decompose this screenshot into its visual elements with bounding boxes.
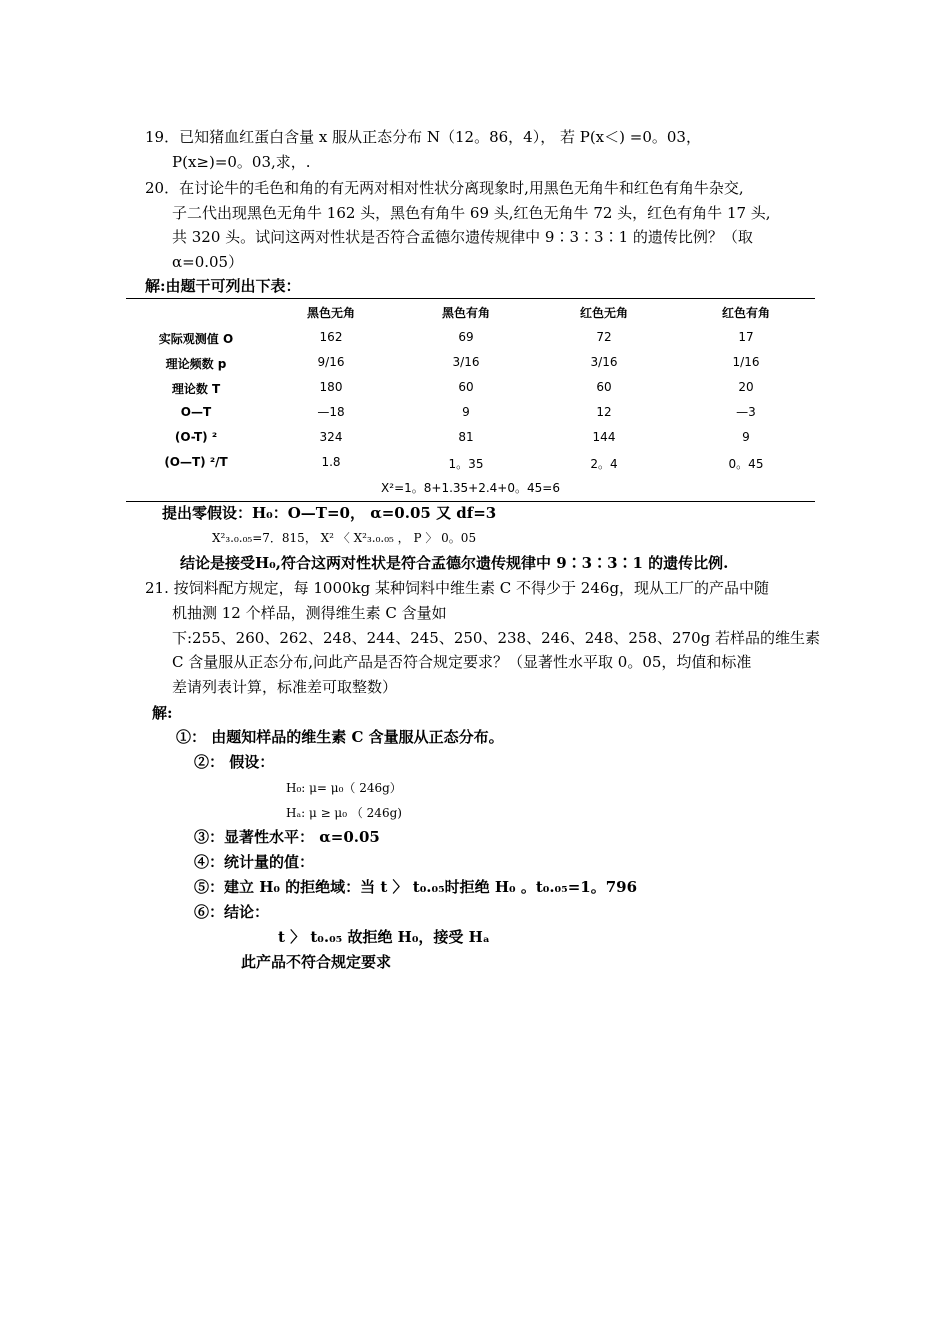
table-row	[126, 352, 815, 377]
table-header-row	[126, 301, 815, 326]
table-cell: 324	[319, 430, 343, 444]
table-cell: 180	[319, 380, 343, 394]
table-cell: O—T	[180, 405, 212, 419]
table-row	[126, 427, 815, 452]
table-cell: 3/16	[590, 355, 618, 369]
q19-line-2: P(x≥)=0。03,求，.	[172, 153, 311, 171]
chi-square-critical-line: X²₃.₀.₀₅=7．815， X² 〈 X²₃.₀.₀₅ ， P 〉 0。05	[212, 531, 477, 545]
q20-line-3: 共 320 头。试问这两对性状是否符合孟德尔遗传规律中 9∶3∶3∶1 的遗传比例？（取	[172, 228, 753, 246]
table-cell: 1.8	[321, 455, 341, 469]
table-cell: 1/16	[732, 355, 760, 369]
table-cell: (O—T) ²/T	[164, 455, 228, 469]
conclusion-line-1: t 〉 t₀.₀₅ 故拒绝 H₀，接受 Hₐ	[278, 928, 490, 946]
hypothesis-h0: H₀: μ= μ₀（ 246g）	[286, 781, 402, 795]
table-cell: 实际观测值 O	[158, 332, 234, 346]
table-row	[126, 402, 815, 427]
q21-line-2: 机抽测 12 个样品，测得维生素 C 含量如	[172, 604, 447, 622]
table-cell: 0。45	[728, 457, 764, 471]
conclusion-line-2: 此产品不符合规定要求	[241, 953, 392, 971]
solution-step-3: ③：显著性水平： α=0.05	[194, 828, 380, 846]
table-cell: —3	[736, 405, 756, 419]
solution-label: 解:	[152, 704, 173, 722]
solution-step-1: ①： 由题知样品的维生素 C 含量服从正态分布。	[176, 728, 504, 746]
table-header-cell: 黑色无角	[306, 306, 355, 320]
table-header-cell: 红色无角	[579, 306, 628, 320]
table-header-cell: 黑色有角	[441, 306, 490, 320]
table-cell: (O-T) ²	[174, 430, 218, 444]
table-cell: 1。35	[448, 457, 484, 471]
q20-line-1: 20．在讨论牛的毛色和角的有无两对相对性状分离现象时,用黑色无角牛和红色有角牛杂交,	[145, 179, 744, 197]
table-cell: 3/16	[452, 355, 480, 369]
q20-conclusion: 结论是接受H₀,符合这两对性状是符合孟德尔遗传规律中 9∶3∶3∶1 的遗传比例.	[180, 554, 729, 572]
table-cell: 20	[738, 380, 754, 394]
solution-step-6: ⑥：结论：	[194, 903, 270, 921]
table-cell: 理论数 T	[171, 382, 221, 396]
table-cell: —18	[317, 405, 345, 419]
chi-square-sum: X²=1。8+1.35+2.4+0。45=6	[381, 481, 560, 495]
table-cell: 理论频数 p	[165, 357, 227, 371]
q21-line-5: 差请列表计算，标准差可取整数）	[172, 678, 398, 696]
solution-step-2: ②： 假设：	[194, 753, 275, 771]
table-cell: 81	[458, 430, 474, 444]
table-row	[126, 377, 815, 402]
table-row	[126, 327, 815, 352]
solution-step-4: ④：统计量的值：	[194, 853, 315, 871]
table-cell: 162	[319, 330, 343, 344]
table-cell: 12	[596, 405, 612, 419]
q21-line-3: 下:255、260、262、248、244、245、250、238、246、248、258、270g 若样品的维生素	[172, 629, 820, 647]
hypothesis-ha: Hₐ: μ ≥ μ₀ （ 246g)	[286, 806, 402, 820]
table-cell: 60	[596, 380, 612, 394]
table-header-cell: 红色有角	[721, 306, 770, 320]
table-cell: 9/16	[317, 355, 345, 369]
table-cell: 60	[458, 380, 474, 394]
chi-square-table	[126, 298, 815, 502]
table-cell: 17	[738, 330, 754, 344]
solution-step-5: ⑤：建立 H₀ 的拒绝域：当 t 〉 t₀.₀₅时拒绝 H₀ 。t₀.₀₅=1。796	[194, 878, 638, 896]
q20-line-4: α=0.05）	[172, 253, 244, 271]
q21-line-4: C 含量服从正态分布,问此产品是否符合规定要求？（显著性水平取 0。05，均值和标准	[172, 653, 752, 671]
table-cell: 9	[742, 430, 750, 444]
table-cell: 69	[458, 330, 474, 344]
table-cell: 144	[592, 430, 616, 444]
table-cell: 72	[596, 330, 612, 344]
null-hypothesis-line: 提出零假设：H₀：O—T=0， α=0.05 又 df=3	[162, 504, 497, 522]
q21-line-1: 21. 按饲料配方规定，每 1000kg 某种饲料中维生素 C 不得少于 246g，现从工厂的产品中随	[145, 579, 770, 597]
table-row	[126, 452, 815, 477]
q20-solution-intro: 解:由题干可列出下表：	[145, 277, 301, 295]
table-cell: 9	[462, 405, 470, 419]
q19-line-1: 19．已知猪血红蛋白含量 x 服从正态分布 N（12。86，4）， 若 P(x＜) =0。03，	[145, 128, 701, 146]
table-cell: 2。4	[590, 457, 618, 471]
q20-line-2: 子二代出现黑色无角牛 162 头，黑色有角牛 69 头,红色无角牛 72 头，红色有角牛 17 头,	[172, 204, 771, 222]
